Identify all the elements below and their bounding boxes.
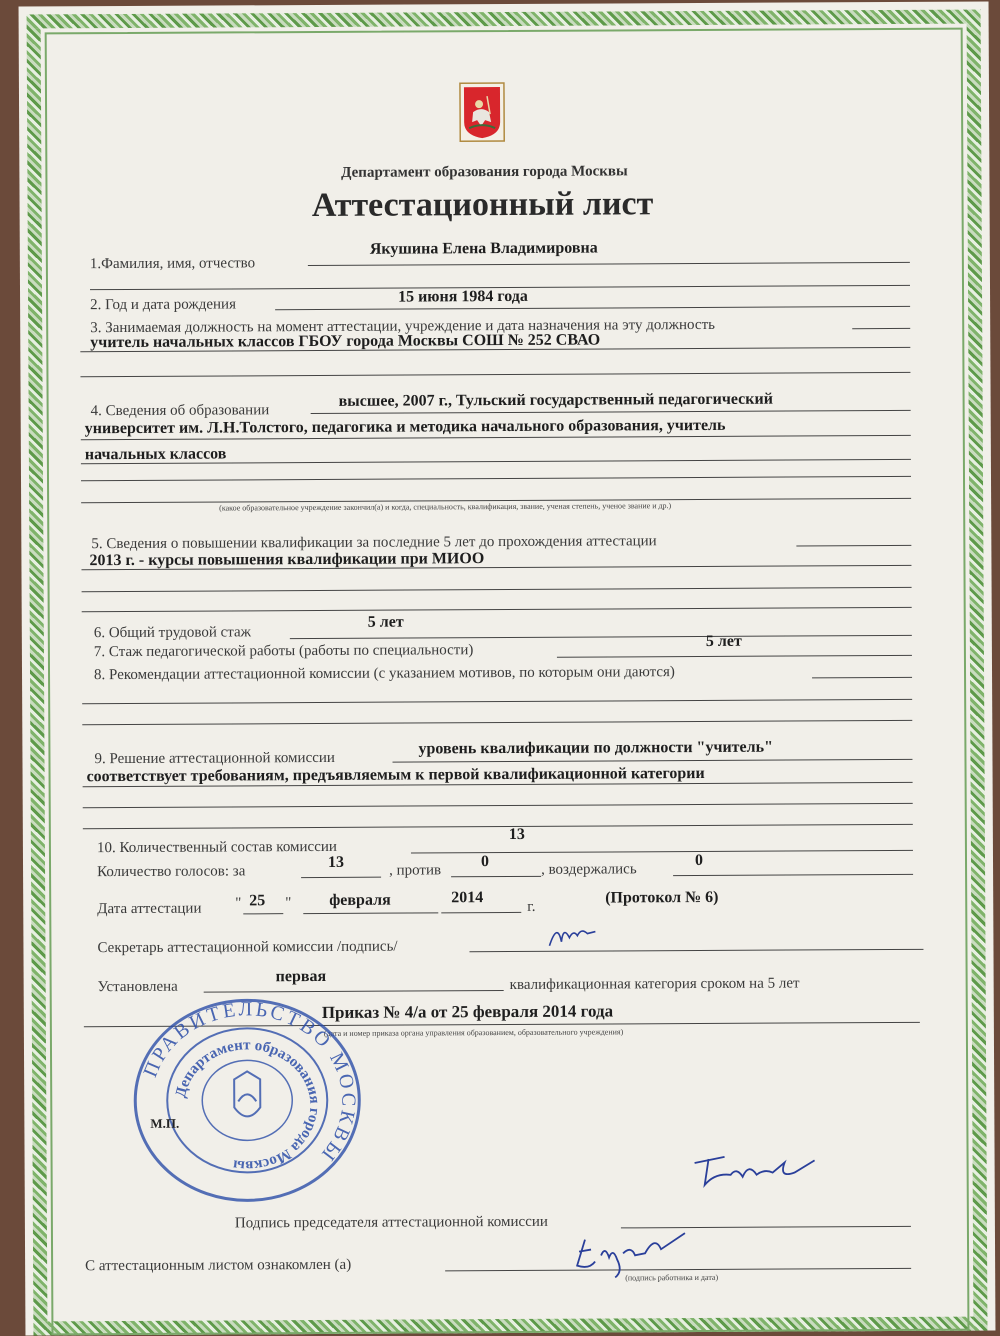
votes-against-label: , против [389, 862, 442, 879]
field-line [83, 824, 913, 829]
category-value: первая [275, 967, 327, 986]
field-line [82, 607, 912, 612]
chair-signature [684, 1132, 824, 1193]
field-line [673, 874, 913, 876]
attestation-date-label: Дата аттестации [97, 900, 202, 918]
field-line [852, 328, 910, 329]
date-day: 25 [249, 892, 266, 910]
field-line [83, 803, 913, 808]
birth-date-label: 2. Год и дата рождения [90, 296, 237, 314]
votes-for-value: 13 [327, 853, 345, 871]
document-title: Аттестационный лист [311, 185, 654, 225]
seal-place-label: М.П. [150, 1115, 180, 1131]
votes-abstain-label: , воздержались [541, 861, 637, 878]
pedagogical-experience-value: 5 лет [705, 632, 742, 650]
date-quote-open: " [235, 895, 242, 912]
secretary-signature [543, 915, 603, 953]
education-hint: (какое образовательное учреждение закончил(а) и когда, специальность, квалификация, звание, ученая степень, ученое звание и др.) [219, 501, 672, 513]
date-quote-close: " [285, 895, 292, 912]
secretary-label: Секретарь аттестационной комиссии /подпись/ [97, 938, 398, 957]
field-line [301, 877, 381, 878]
education-label: 4. Сведения об образовании [90, 402, 270, 420]
birth-date-value: 15 июня 1984 года [398, 287, 528, 306]
official-seal [122, 995, 373, 1206]
commission-size-value: 13 [508, 825, 525, 843]
decision-label: 9. Решение аттестационной комиссии [94, 749, 335, 768]
field-line [392, 759, 912, 763]
date-month: февраля [329, 891, 391, 909]
chair-signature-label: Подпись председателя аттестационной комиссии [234, 1213, 548, 1232]
certificate-sheet [19, 1, 996, 1335]
education-value-line1: высшее, 2007 г., Тульский государственный педагогический [338, 390, 773, 410]
field-line [303, 912, 438, 914]
seal-inner-text: Департамент образования города Москвы [172, 1037, 323, 1174]
field-line [469, 949, 923, 952]
svg-text:Департамент образования города [173, 1037, 323, 1174]
acquainted-label: С аттестационным листом ознакомлен (а) [85, 1256, 352, 1275]
field-line [557, 655, 912, 658]
decision-value-line1: уровень квалификации по должности "учитель" [418, 738, 773, 758]
acquainted-hint: (подпись работника и дата) [625, 1272, 719, 1283]
category-suffix-label: квалификационная категория сроком на 5 лет [509, 975, 800, 993]
field-line [290, 635, 912, 639]
decision-value-line2: соответствует требованиям, предъявляемым к первой квалификационной категории [86, 764, 705, 786]
position-label: 3. Занимаемая должность на момент аттестации, учреждение и дата назначения на эту должность [90, 316, 715, 337]
education-value-line3: начальных классов [84, 445, 227, 464]
field-line [451, 876, 541, 877]
pedagogical-experience-label: 7. Стаж педагогической работы (работы по специальности) [93, 642, 474, 661]
field-line [82, 587, 912, 592]
votes-abstain-value: 0 [694, 851, 704, 870]
department-name: Департамент образования города Москвы [341, 163, 628, 181]
commission-size-label: 10. Количественный состав комиссии [96, 838, 337, 857]
full-name-label: 1.Фамилия, имя, отчество [89, 255, 256, 273]
date-year: 2014 [451, 889, 484, 907]
votes-against-value: 0 [480, 853, 490, 871]
field-line [308, 262, 910, 266]
moscow-coat-of-arms-icon [459, 82, 505, 142]
qualification-value: 2013 г. - курсы повышения квалификации при МИОО [89, 550, 485, 570]
date-year-suffix: г. [527, 898, 536, 915]
field-line [812, 677, 912, 679]
field-line [275, 306, 910, 310]
field-line [81, 476, 911, 481]
recommendations-label: 8. Рекомендации аттестационной комиссии (с указанием мотивов, по которым они даются) [93, 664, 675, 684]
order-hint: (дата и номер приказа органа управления образованием, образовательного учреждения) [323, 1027, 624, 1038]
field-line [80, 372, 910, 377]
field-line [204, 990, 504, 993]
field-line [82, 699, 912, 704]
order-value: Приказ № 4/а от 25 февраля 2014 года [321, 1001, 614, 1022]
protocol-number: (Протокол № 6) [605, 888, 719, 907]
seal-outer-text: ПРАВИТЕЛЬСТВО МОСКВЫ [139, 998, 360, 1167]
total-experience-label: 6. Общий трудовой стаж [93, 624, 252, 642]
full-name-value: Якушина Елена Владимировна [369, 239, 598, 258]
field-line [441, 912, 521, 913]
votes-for-label: Количество голосов: за [97, 863, 246, 881]
field-line [243, 913, 283, 914]
category-prefix-label: Установлена [97, 978, 178, 996]
total-experience-value: 5 лет [367, 613, 404, 631]
education-value-line2: университет им. Л.Н.Толстого, педагогика и методика начального образования, учитель [84, 416, 726, 438]
field-line [796, 545, 911, 547]
svg-text:ПРАВИТЕЛЬСТВО МОСКВЫ [139, 998, 360, 1168]
field-line [82, 720, 912, 725]
qualification-label: 5. Сведения о повышении квалификации за последние 5 лет до прохождения аттестации [91, 533, 657, 553]
position-value: учитель начальных классов ГБОУ города Москвы СОШ № 252 СВАО [90, 331, 601, 352]
